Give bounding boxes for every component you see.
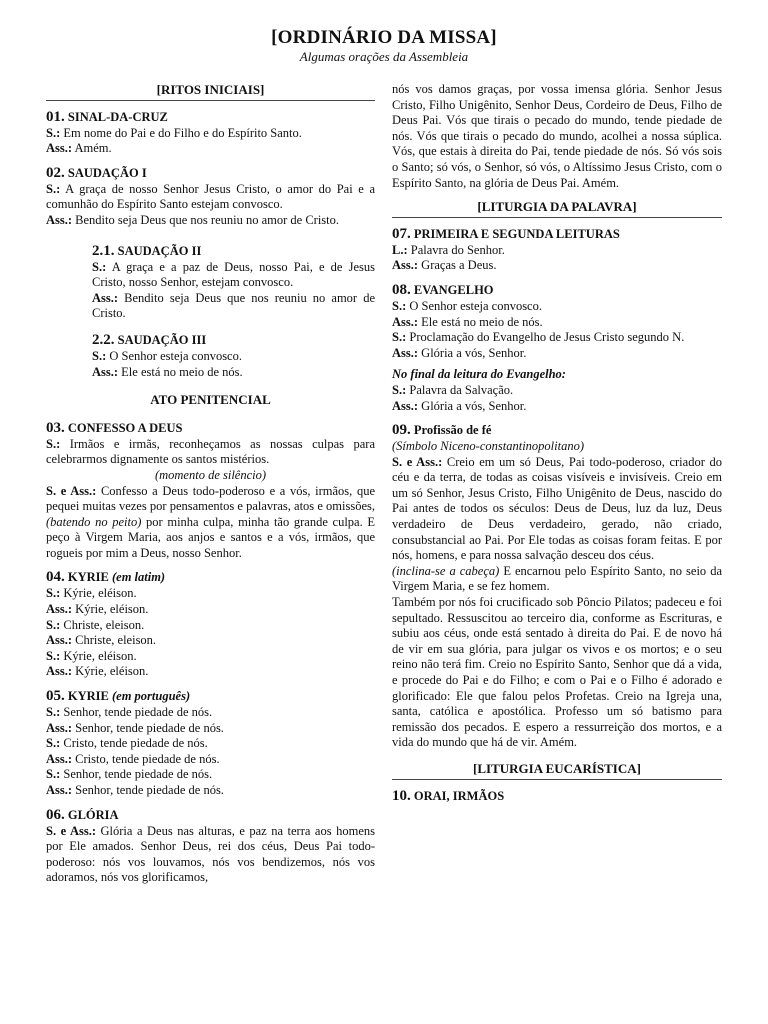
prayer-09-profissao-de-fe	[392, 422, 722, 751]
dialogue-line: S.: Christe, eleison.	[46, 617, 145, 632]
prayer-03-confesso	[46, 420, 375, 562]
rubric-inline: (inclina-se a cabeça)	[392, 563, 500, 578]
prayer-08-evangelho	[392, 282, 722, 414]
document-header	[0, 27, 768, 64]
left-column	[46, 80, 375, 894]
dialogue-line: S.: Em nome do Pai e do Filho e do Espírito Santo.	[46, 125, 302, 140]
section-heading-ato-penitencial: ATO PENITENCIAL	[150, 392, 271, 408]
dialogue-line: Ass.: Glória a vós, Senhor.	[392, 345, 527, 360]
document-subtitle: Algumas orações da Assembleia	[299, 49, 469, 64]
prayer-heading: 10. ORAI, IRMÃOS	[392, 787, 505, 804]
right-column	[392, 82, 722, 813]
prayer-heading: 07. PRIMEIRA E SEGUNDA LEITURAS	[392, 225, 620, 242]
dialogue-line: S.: Kýrie, eléison.	[46, 586, 137, 601]
prayer-heading: 04. KYRIE (em latim)	[46, 569, 166, 586]
dialogue-line: S. e Ass.: Creio em um só Deus, Pai todo-poderoso, criador do céu e da terra, de todas as coisas visíveis e invisíveis. Creio em um só Senhor, Jesus Cristo, Filho Unigênito de Deus, nascido do Pai antes de todos os séculos: Deus de Deus, luz da luz, Deus verdadeiro de Deus verdadeiro, gerado, não criado, consubstancial ao Pai. Por Ele todas as coisas foram feitas. E por nós, homens, e para nossa salvação desceu dos céus.	[392, 454, 722, 563]
prayer-heading: 2.1. SAUDAÇÃO II	[92, 242, 202, 259]
dialogue-line: Ass.: Cristo, tende piedade de nós.	[46, 751, 220, 766]
prayer-05-kyrie-portugues	[46, 688, 375, 799]
prayer-heading: 05. KYRIE (em português)	[46, 688, 191, 705]
prayer-10-orai-irmaos	[392, 788, 722, 805]
dialogue-line: S.: Proclamação do Evangelho de Jesus Cristo segundo N.	[392, 330, 685, 345]
prayer-06-gloria	[46, 807, 375, 886]
dialogue-line: Ass.: Senhor, tende piedade de nós.	[46, 720, 224, 735]
prayer-02-saudacao-i	[46, 165, 375, 229]
dialogue-line: Ass.: Graças a Deus.	[392, 258, 497, 273]
dialogue-line: Ass.: Bendito seja Deus que nos reuniu no amor de Cristo.	[46, 212, 340, 227]
dialogue-line: Ass.: Amém.	[46, 141, 112, 156]
dialogue-line: Ass.: Ele está no meio de nós.	[392, 314, 543, 329]
prayer-heading: 02. SAUDAÇÃO I	[46, 164, 147, 181]
section-heading-liturgia-eucaristica: [LITURGIA EUCARÍSTICA]	[392, 761, 722, 780]
document-title: [ORDINÁRIO DA MISSA]	[271, 27, 497, 48]
dialogue-line: S.: Cristo, tende piedade de nós.	[46, 736, 208, 751]
rubric-inline: (batendo no peito)	[46, 514, 142, 529]
dialogue-line: Ass.: Kýrie, eléison.	[46, 664, 149, 679]
prayer-heading: 01. SINAL-DA-CRUZ	[46, 108, 168, 125]
dialogue-line: Ass.: Senhor, tende piedade de nós.	[46, 783, 224, 797]
prayer-heading: 09. Profissão de fé	[392, 422, 492, 439]
dialogue-line: S.: A graça de nosso Senhor Jesus Cristo, o amor do Pai e a comunhão do Espírito Santo estejam convosco.	[46, 181, 375, 212]
prayer-01-sinal-da-cruz	[46, 109, 375, 157]
dialogue-line: S.: Kýrie, eléison.	[46, 648, 137, 663]
gloria-continuation: nós vos damos graças, por vossa imensa glória. Senhor Jesus Cristo, Filho Unigênito, Senhor Deus, Cordeiro de Deus, Filho de Deus Pai. Vós que tirais o pecado do mundo, tende piedade de nós. Vós que tirais o pecado do mundo, acolhei a nossa súplica. Vós, que estais à direita do Pai, tende piedade de nós. Só vós sois o Santo; só vós, o Senhor, só vós, o Altíssimo Jesus Cristo, com o Espírito Santo, na glória de Deus Pai. Amém.	[392, 82, 722, 190]
rubric-note: (momento de silêncio)	[154, 467, 267, 482]
dialogue-line: Ass.: Glória a vós, Senhor.	[392, 398, 527, 413]
prayer-2-2-saudacao-iii	[92, 332, 375, 380]
dialogue-line: S.: A graça e a paz de Deus, nosso Pai, e de Jesus Cristo, nosso Senhor, estejam convosco.	[92, 259, 375, 290]
dialogue-line: (inclina-se a cabeça) E encarnou pelo Espírito Santo, no seio da Virgem Maria, e se fez homem.	[392, 563, 722, 594]
prayer-heading: 06. GLÓRIA	[46, 806, 119, 823]
dialogue-line: Ass.: Christe, eleison.	[46, 633, 157, 648]
dialogue-line: S.: O Senhor esteja convosco.	[392, 298, 542, 313]
dialogue-line: S.: Senhor, tende piedade de nós.	[46, 767, 213, 782]
prayer-04-kyrie-latim	[46, 569, 375, 680]
dialogue-line: S.: O Senhor esteja convosco.	[92, 348, 242, 363]
section-heading-ritos-iniciais: [RITOS INICIAIS]	[46, 82, 375, 101]
rubric-note: (Símbolo Niceno-constantinopolitano)	[392, 439, 584, 454]
section-heading-liturgia-da-palavra: [LITURGIA DA PALAVRA]	[392, 199, 722, 218]
dialogue-line: L.: Palavra do Senhor.	[392, 242, 505, 257]
prayer-2-1-saudacao-ii	[92, 243, 375, 322]
dialogue-line: S.: Palavra da Salvação.	[392, 382, 514, 397]
dialogue-line: S.: Irmãos e irmãs, reconheçamos as nossas culpas para celebrarmos dignamente os santos mistérios.	[46, 436, 375, 467]
dialogue-line: S. e Ass.: Glória a Deus nas alturas, e paz na terra aos homens por Ele amados. Senhor Deus, rei dos céus, Deus Pai todo-poderoso: nós vos louvamos, nós vos bendizemos, nós vos adoramos, nós vos glorificamos,	[46, 823, 375, 885]
rubric-note: No final da leitura do Evangelho:	[392, 367, 566, 382]
dialogue-line: S.: Senhor, tende piedade de nós.	[46, 705, 213, 720]
dialogue-line: Ass.: Bendito seja Deus que nos reuniu no amor de Cristo.	[92, 290, 375, 321]
prayer-heading: 2.2. SAUDAÇÃO III	[92, 331, 207, 348]
dialogue-line: Ass.: Ele está no meio de nós.	[92, 364, 243, 379]
dialogue-line: S. e Ass.: Confesso a Deus todo-poderoso e a vós, irmãos, que pequei muitas vezes por pensamentos e palavras, atos e omissões, (batendo no peito) por minha culpa, minha tão grande culpa. E peço à Virgem Maria, aos anjos e santos e a vós, irmãos, que rogueis por mim a Deus, nosso Senhor.	[46, 483, 375, 560]
prayer-heading: 03. CONFESSO A DEUS	[46, 419, 183, 436]
prayer-heading: 08. EVANGELHO	[392, 281, 494, 298]
dialogue-line: Ass.: Kýrie, eléison.	[46, 602, 149, 617]
prayer-07-leituras	[392, 226, 722, 274]
dialogue-line: Também por nós foi crucificado sob Pôncio Pilatos; padeceu e foi sepultado. Ressuscitou ao terceiro dia, conforme as Escrituras, e subiu aos céus, onde está sentado à direita do Pai. E de novo há de vir em sua glória, para julgar os vivos e os mortos; e o seu reino não terá fim. Creio no Espírito Santo, Senhor que dá a vida, e procede do Pai e do Filho; e com o Pai e o Filho é adorado e glorificado: Ele que falou pelos Profetas. Creio na Igreja una, santa, católica e apostólica. Professo um só batismo para remissão dos pecados. E espero a ressurreição dos mortos, e a vida do mundo que há de vir. Amém.	[392, 595, 722, 750]
